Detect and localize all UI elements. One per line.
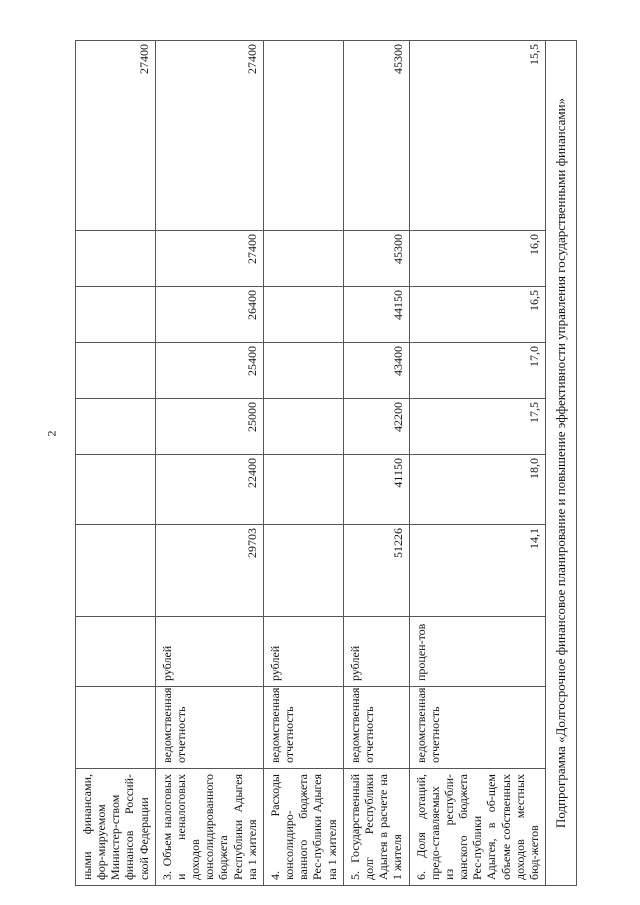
value-cell [76,525,156,617]
value-cell [263,287,343,343]
value-cell: 29703 [155,525,263,617]
value-cell: 22400 [155,455,263,525]
value-cell [263,41,343,231]
subprogram-row [546,41,577,886]
value-cell [263,455,343,525]
indicator-cell: 4. Расходы консолидиро-ванного бюджета Рес-публики Адыгея на 1 жителя [263,769,343,886]
unit-cell [76,617,156,687]
value-cell: 14,1 [409,525,545,617]
value-cell [76,455,156,525]
source-cell: ведомственная отчетность [343,687,409,769]
value-cell: 15,5 [409,41,545,231]
value-cell [263,525,343,617]
value-cell [263,231,343,287]
value-cell [76,287,156,343]
table-container [75,41,577,886]
value-cell: 25400 [155,343,263,399]
value-cell [76,343,156,399]
value-cell: 45300 [343,41,409,231]
unit-cell: рублей [263,617,343,687]
value-cell: 27400 [155,41,263,231]
value-cell: 43400 [343,343,409,399]
value-cell: 44150 [343,287,409,343]
page-number: 2 [44,430,59,437]
value-cell: 18,0 [409,455,545,525]
table-row [343,41,409,886]
indicators-table [75,40,577,886]
value-cell [76,231,156,287]
value-cell: 16,5 [409,287,545,343]
value-cell [263,399,343,455]
value-cell: 26400 [155,287,263,343]
value-cell: 41150 [343,455,409,525]
table-row [155,41,263,886]
source-cell: ведомственная отчетность [155,687,263,769]
table-row [76,41,156,886]
value-cell: 51226 [343,525,409,617]
value-cell: 17,0 [409,343,545,399]
indicator-cell: 5. Государственный долг Республики Адыгея в расчете на 1 жителя [343,769,409,886]
value-cell: 25000 [155,399,263,455]
source-cell: ведомственная отчетность [409,687,545,769]
value-cell: 27400 [155,231,263,287]
unit-cell: процен-тов [409,617,545,687]
indicator-cell: 6. Доля дотаций, предо-ставляемых из республи-канского бюджета Рес-публики Адыгея, в об-щем объеме собственных доходов местных бюд-жетов [409,769,545,886]
value-cell [76,399,156,455]
table-row [263,41,343,886]
unit-cell: рублей [343,617,409,687]
value-cell: 45300 [343,231,409,287]
source-cell: ведомственная отчетность [263,687,343,769]
indicator-cell: ными финансами, фор-мируемом Министер-ством финансов Россий-ской Федерации [76,769,156,886]
value-cell: 17,5 [409,399,545,455]
value-cell [263,343,343,399]
subprogram-title: Подпрограмма «Долгосрочное финансовое планирование и повышение эффективности управления государственными финансами» [546,41,577,886]
value-cell: 27400 [76,41,156,231]
source-cell [76,687,156,769]
value-cell: 16,0 [409,231,545,287]
indicator-cell: 3. Объем налоговых и неналоговых доходов консолидированного бюджета Республики Адыгея на 1 жителя [155,769,263,886]
table-row [409,41,545,886]
unit-cell: рублей [155,617,263,687]
value-cell: 42200 [343,399,409,455]
